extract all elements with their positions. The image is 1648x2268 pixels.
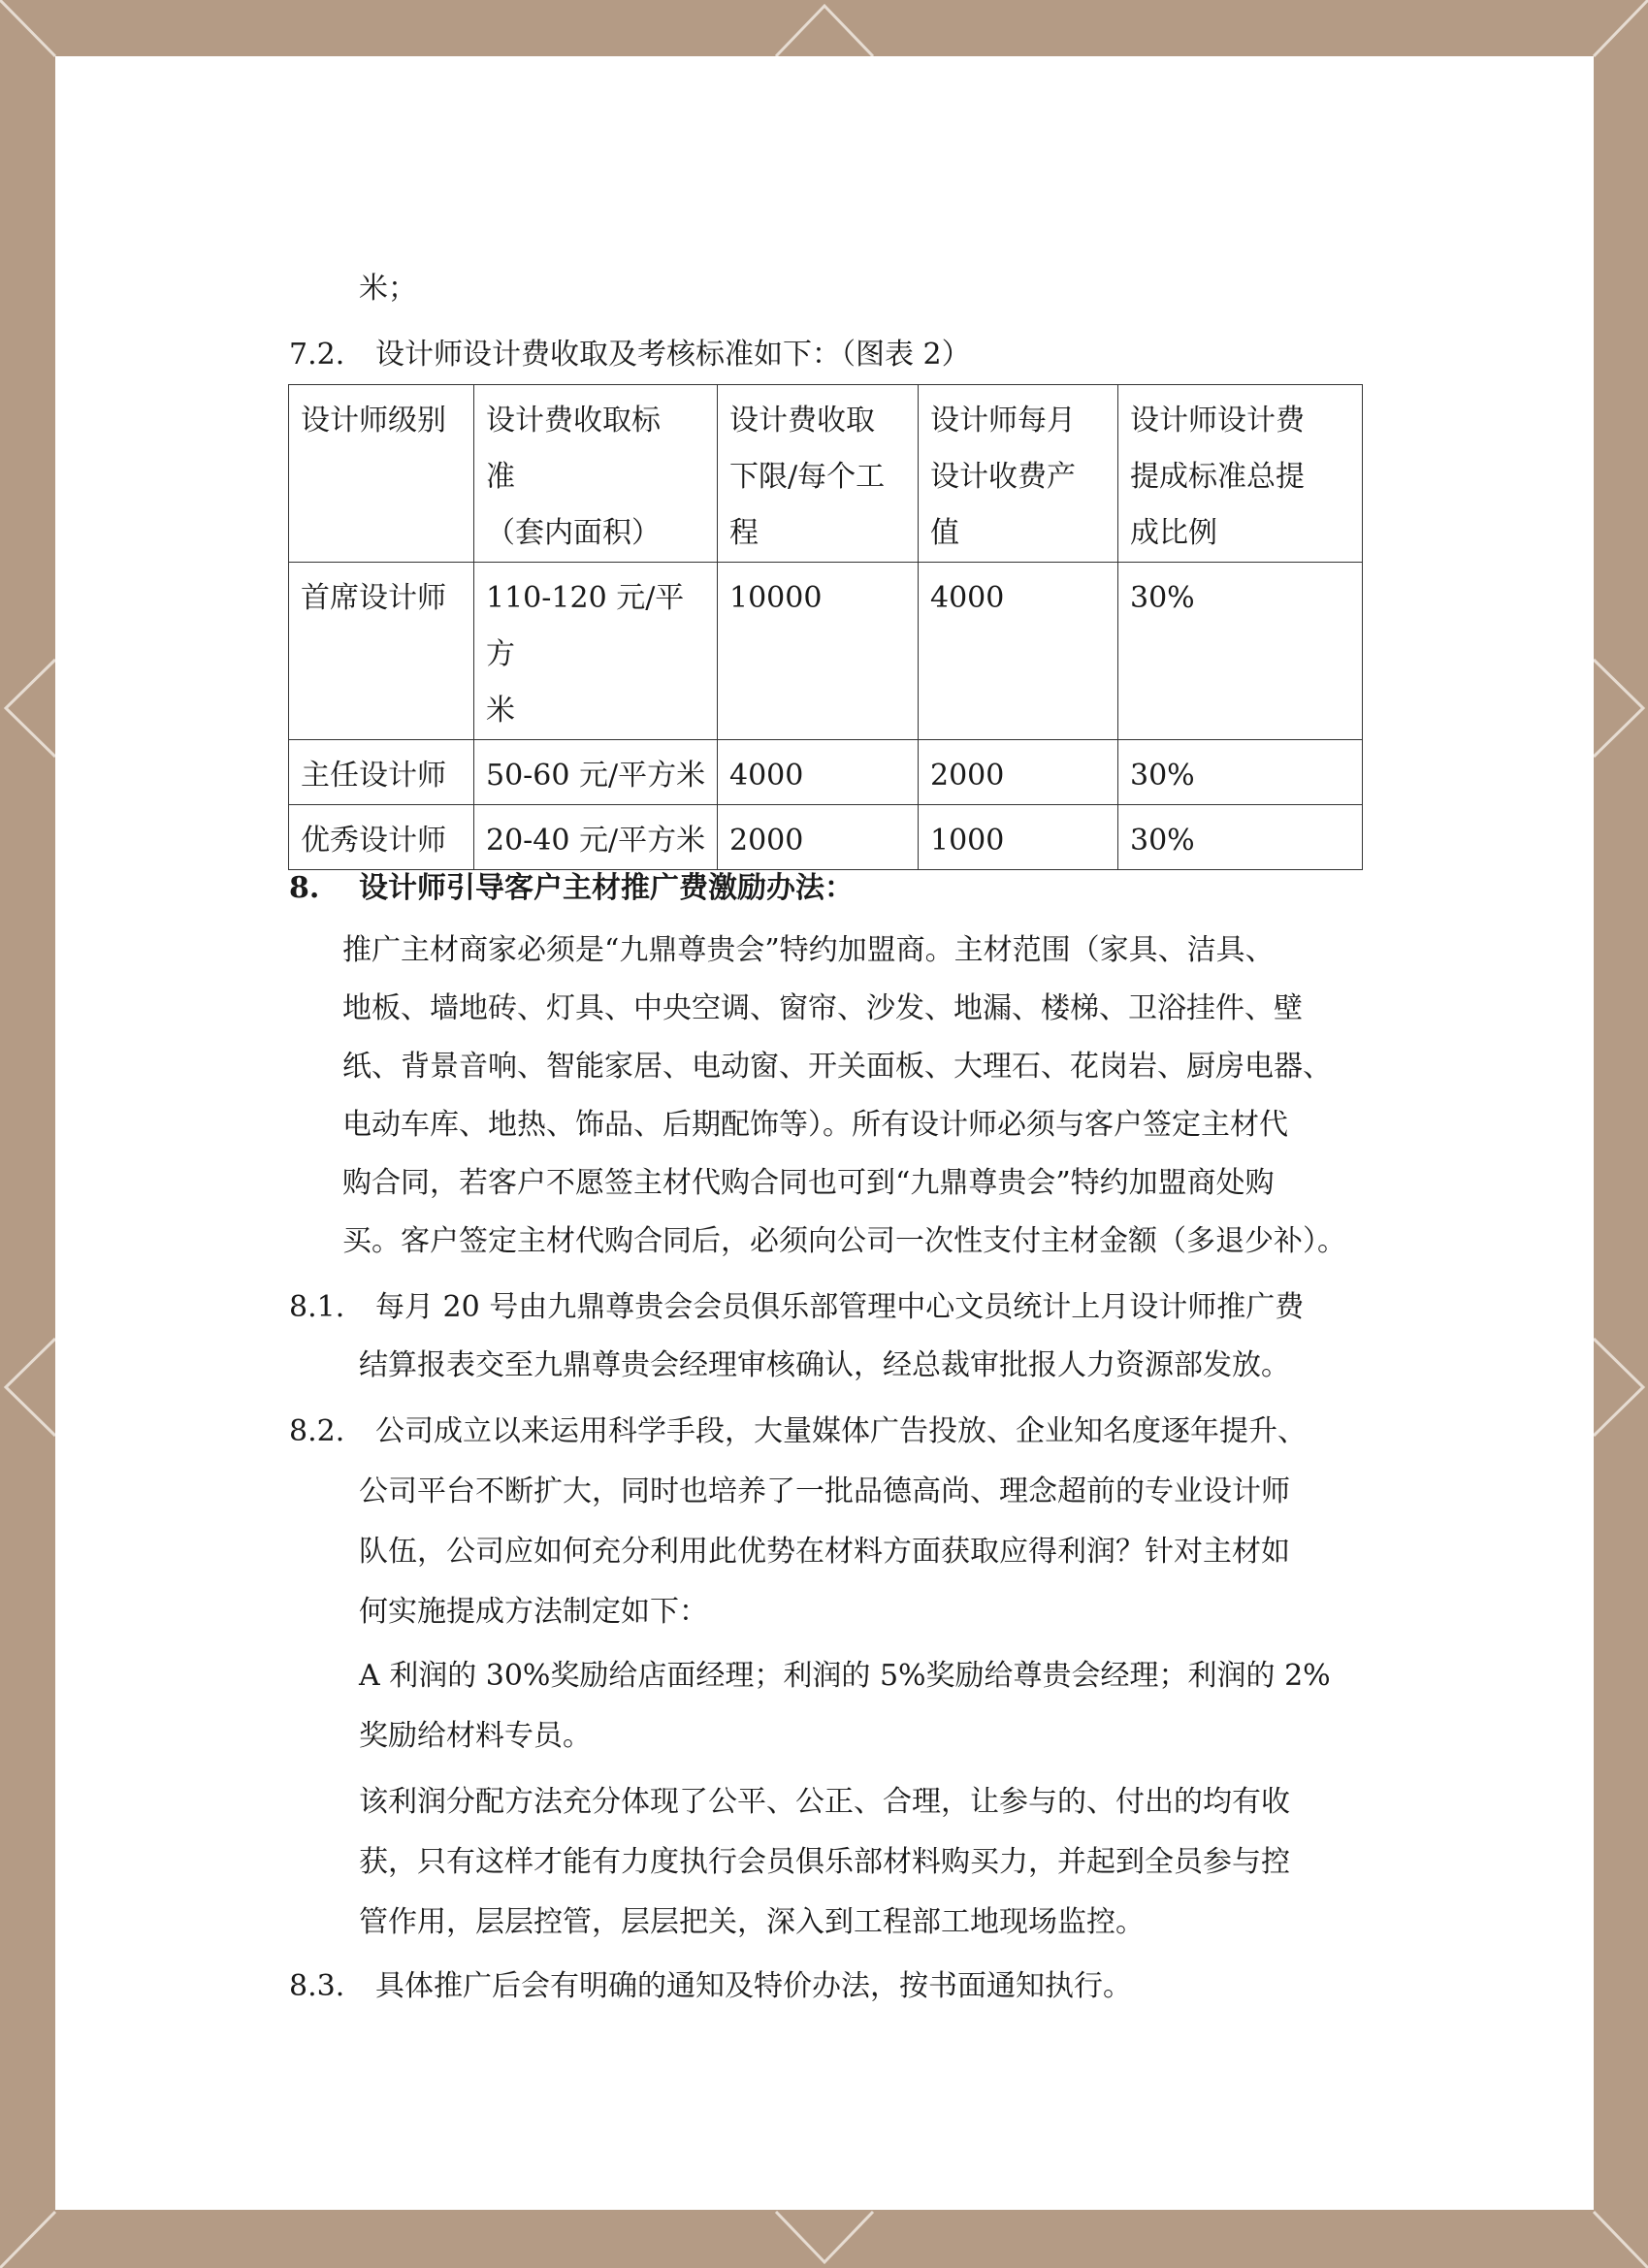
table-cell: 主任设计师 bbox=[289, 740, 474, 805]
paragraph-line: 纸、背景音响、智能家居、电动窗、开关面板、大理石、花岗岩、厨房电器、 bbox=[342, 1050, 1332, 1084]
paragraph-line: 公司平台不断扩大，同时也培养了一批品德高尚、理念超前的专业设计师 bbox=[359, 1474, 1290, 1508]
table-header-row bbox=[289, 385, 1363, 563]
section-8-2-number: 8.2. bbox=[289, 1414, 345, 1448]
table-cell: 4000 bbox=[718, 740, 919, 805]
paragraph-line: 获，只有这样才能有力度执行会员俱乐部材料购买力，并起到全员参与控 bbox=[359, 1845, 1290, 1879]
paragraph-line: 电动车库、地热、饰品、后期配饰等）。所有设计师必须与客户签定主材代 bbox=[342, 1108, 1288, 1142]
table-cell: 1000 bbox=[919, 805, 1118, 870]
paragraph-line: 购合同，若客户不愿签主材代购合同也可到“九鼎尊贵会”特约加盟商处购 bbox=[342, 1166, 1275, 1200]
document-page bbox=[55, 56, 1594, 2210]
table-cell: 30% bbox=[1118, 740, 1363, 805]
table-cell: 20-40 元/平方米 bbox=[474, 805, 718, 870]
continuation-text: 米； bbox=[359, 272, 417, 306]
section-8-3-text: 具体推广后会有明确的通知及特价办法，按书面通知执行。 bbox=[375, 1969, 1132, 2003]
table-header-cell: 设计费收取 下限/每个工 程 bbox=[718, 385, 919, 563]
paragraph-line: 推广主材商家必须是“九鼎尊贵会”特约加盟商。主材范围（家具、洁具、 bbox=[342, 933, 1275, 967]
table-row bbox=[289, 740, 1363, 805]
table-header-cell: 设计师设计费 提成标准总提 成比例 bbox=[1118, 385, 1363, 563]
paragraph-line: 该利润分配方法充分体现了公平、公正、合理，让参与的、付出的均有收 bbox=[359, 1785, 1290, 1819]
section-8-number: 8. bbox=[289, 871, 320, 905]
table-cell: 10000 bbox=[718, 563, 919, 740]
table-row bbox=[289, 563, 1363, 740]
table-header-cell: 设计师级别 bbox=[289, 385, 474, 563]
section-7-2-number: 7.2. bbox=[289, 338, 345, 372]
paragraph-line: 公司成立以来运用科学手段，大量媒体广告投放、企业知名度逐年提升、 bbox=[375, 1414, 1307, 1448]
table-cell: 优秀设计师 bbox=[289, 805, 474, 870]
section-8-3-number: 8.3. bbox=[289, 1969, 345, 2003]
table-cell: 30% bbox=[1118, 563, 1363, 740]
item-a-line: A 利润的 30%奖励给店面经理；利润的 5%奖励给尊贵会经理；利润的 2% bbox=[359, 1659, 1331, 1693]
table-cell: 30% bbox=[1118, 805, 1363, 870]
section-8-heading: 设计师引导客户主材推广费激励办法： bbox=[359, 871, 854, 905]
section-7-2-text: 设计师设计费收取及考核标准如下：（图表 2） bbox=[375, 338, 971, 372]
paragraph-line: 管作用，层层控管，层层把关，深入到工程部工地现场监控。 bbox=[359, 1905, 1145, 1939]
table-header-cell: 设计费收取标 准 （套内面积） bbox=[474, 385, 718, 563]
table-row bbox=[289, 805, 1363, 870]
table-cell: 110-120 元/平方 米 bbox=[474, 563, 718, 740]
table-cell: 首席设计师 bbox=[289, 563, 474, 740]
table-cell: 2000 bbox=[718, 805, 919, 870]
table-header-cell: 设计师每月 设计收费产 值 bbox=[919, 385, 1118, 563]
paragraph-line: 何实施提成方法制定如下： bbox=[359, 1595, 708, 1629]
paragraph-line: 结算报表交至九鼎尊贵会经理审核确认，经总裁审批报人力资源部发放。 bbox=[359, 1348, 1290, 1382]
paragraph-line: 队伍，公司应如何充分利用此优势在材料方面获取应得利润？针对主材如 bbox=[359, 1535, 1290, 1569]
fee-standard-table bbox=[288, 384, 1363, 870]
item-a-line: 奖励给材料专员。 bbox=[359, 1719, 592, 1753]
section-8-1-number: 8.1. bbox=[289, 1290, 345, 1324]
paragraph-line: 买。客户签定主材代购合同后，必须向公司一次性支付主材金额（多退少补）。 bbox=[342, 1224, 1346, 1258]
table-cell: 4000 bbox=[919, 563, 1118, 740]
table-cell: 50-60 元/平方米 bbox=[474, 740, 718, 805]
paragraph-line: 地板、墙地砖、灯具、中央空调、窗帘、沙发、地漏、楼梯、卫浴挂件、壁 bbox=[342, 991, 1303, 1025]
table-cell: 2000 bbox=[919, 740, 1118, 805]
paragraph-line: 每月 20 号由九鼎尊贵会会员俱乐部管理中心文员统计上月设计师推广费 bbox=[375, 1290, 1305, 1324]
